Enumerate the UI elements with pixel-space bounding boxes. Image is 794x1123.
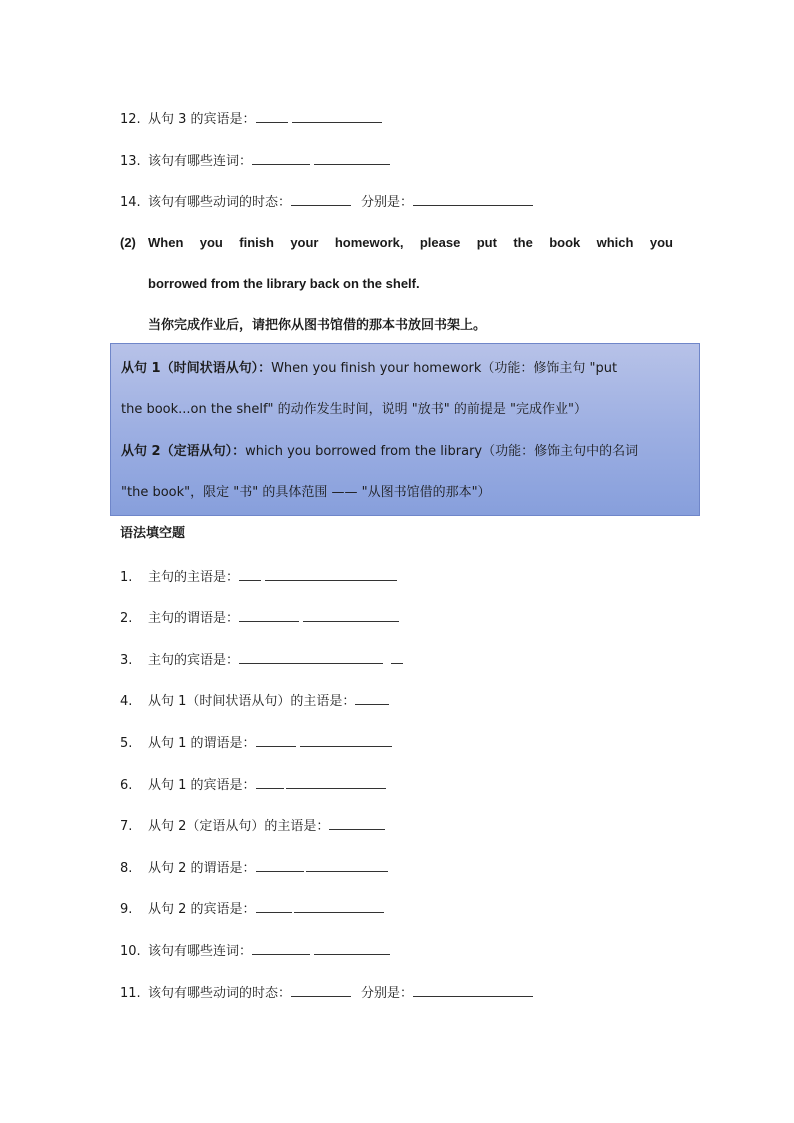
question-text: 从句 1 的宾语是： [148, 778, 256, 793]
word: your [290, 235, 319, 250]
answer-blank[interactable] [300, 733, 392, 747]
clause-1-continuation: the book...on the shelf" 的动作发生时间，说明 "放书" 的前提是 "完成作业"） [121, 402, 587, 417]
answer-blank[interactable] [239, 567, 261, 581]
answer-blank[interactable] [265, 567, 397, 581]
question-number: 9. [120, 902, 133, 917]
answer-blank[interactable] [286, 775, 386, 789]
sentence-marker: (2) [120, 235, 136, 250]
question-number: 11. [120, 986, 141, 1001]
answer-blank[interactable] [329, 816, 385, 830]
clause-2-text: which you borrowed from the library（功能：修饰主句中的名词 [245, 444, 639, 459]
question-10 [120, 941, 390, 961]
word: please [419, 235, 461, 250]
sentence-2-line-2: borrowed from the library back on the shelf. [148, 276, 420, 291]
question-number: 12. [120, 112, 141, 127]
answer-blank[interactable] [292, 109, 382, 123]
question-number: 6. [120, 778, 133, 793]
question-4 [120, 691, 389, 711]
answer-blank[interactable] [239, 608, 299, 622]
question-3 [120, 650, 403, 670]
question-2 [120, 608, 399, 628]
answer-blank[interactable] [314, 151, 390, 165]
question-number: 3. [120, 653, 133, 668]
answer-blank[interactable] [256, 733, 296, 747]
question-5 [120, 733, 392, 753]
question-text: 从句 1（时间状语从句）的主语是： [148, 694, 356, 709]
answer-blank[interactable] [294, 899, 384, 913]
word: you [649, 235, 673, 250]
clause-2-line [121, 443, 638, 461]
word: which [596, 235, 634, 250]
question-text: 从句 2 的宾语是： [148, 902, 256, 917]
word: finish [239, 235, 274, 250]
question-12 [120, 109, 382, 129]
clause-1-line [121, 360, 617, 378]
word: book [549, 235, 581, 250]
question-text: 该句有哪些动词的时态： [148, 986, 292, 1001]
question-13 [120, 151, 390, 171]
answer-blank[interactable] [306, 858, 388, 872]
answer-blank[interactable] [256, 858, 304, 872]
question-text: 主句的主语是： [148, 570, 240, 585]
question-text-2: 分别是： [361, 986, 414, 1001]
answer-blank[interactable] [303, 608, 399, 622]
answer-blank[interactable] [252, 941, 310, 955]
answer-blank[interactable] [413, 983, 533, 997]
question-number: 4. [120, 694, 133, 709]
answer-blank[interactable] [239, 650, 383, 664]
sentence-words [148, 234, 673, 252]
sentence-2-translation: 当你完成作业后，请把你从图书馆借的那本书放回书架上。 [148, 318, 487, 333]
question-number: 10. [120, 944, 141, 959]
question-number: 13. [120, 154, 141, 169]
question-number: 5. [120, 736, 133, 751]
question-text: 该句有哪些连词： [148, 944, 253, 959]
question-text: 该句有哪些连词： [148, 154, 253, 169]
word: put [476, 235, 497, 250]
question-number: 2. [120, 611, 133, 626]
clause-2-label: 从句 2（定语从句）： [121, 444, 246, 459]
question-text: 从句 1 的谓语是： [148, 736, 256, 751]
word: homework, [334, 235, 404, 250]
question-6 [120, 775, 386, 795]
answer-blank[interactable] [252, 151, 310, 165]
answer-blank[interactable] [355, 691, 389, 705]
answer-blank[interactable] [391, 650, 403, 664]
answer-blank[interactable] [256, 899, 292, 913]
analysis-box [110, 343, 700, 516]
answer-blank[interactable] [413, 192, 533, 206]
section-title: 语法填空题 [120, 526, 186, 541]
answer-blank[interactable] [256, 775, 284, 789]
answer-blank[interactable] [291, 192, 351, 206]
word: you [199, 235, 223, 250]
question-9 [120, 899, 384, 919]
question-8 [120, 858, 388, 878]
question-number: 1. [120, 570, 133, 585]
word: the [513, 235, 533, 250]
question-14 [120, 192, 533, 212]
question-text: 从句 2 的谓语是： [148, 861, 256, 876]
word: When [148, 235, 184, 250]
question-text: 从句 3 的宾语是： [148, 112, 256, 127]
question-text: 该句有哪些动词的时态： [148, 195, 292, 210]
question-7 [120, 816, 385, 836]
clause-1-label: 从句 1（时间状语从句）： [121, 361, 272, 376]
question-number: 14. [120, 195, 141, 210]
question-text: 从句 2（定语从句）的主语是： [148, 819, 330, 834]
answer-blank[interactable] [256, 109, 288, 123]
answer-blank[interactable] [291, 983, 351, 997]
question-text: 主句的宾语是： [148, 653, 240, 668]
question-11 [120, 983, 533, 1003]
clause-1-text: When you finish your homework（功能：修饰主句 "put [271, 361, 618, 376]
question-number: 7. [120, 819, 133, 834]
question-text-2: 分别是： [361, 195, 414, 210]
sentence-2-line-1 [120, 234, 673, 252]
question-1 [120, 567, 397, 587]
clause-2-continuation: "the book"，限定 "书" 的具体范围 —— "从图书馆借的那本"） [121, 485, 491, 500]
question-number: 8. [120, 861, 133, 876]
question-text: 主句的谓语是： [148, 611, 240, 626]
answer-blank[interactable] [314, 941, 390, 955]
